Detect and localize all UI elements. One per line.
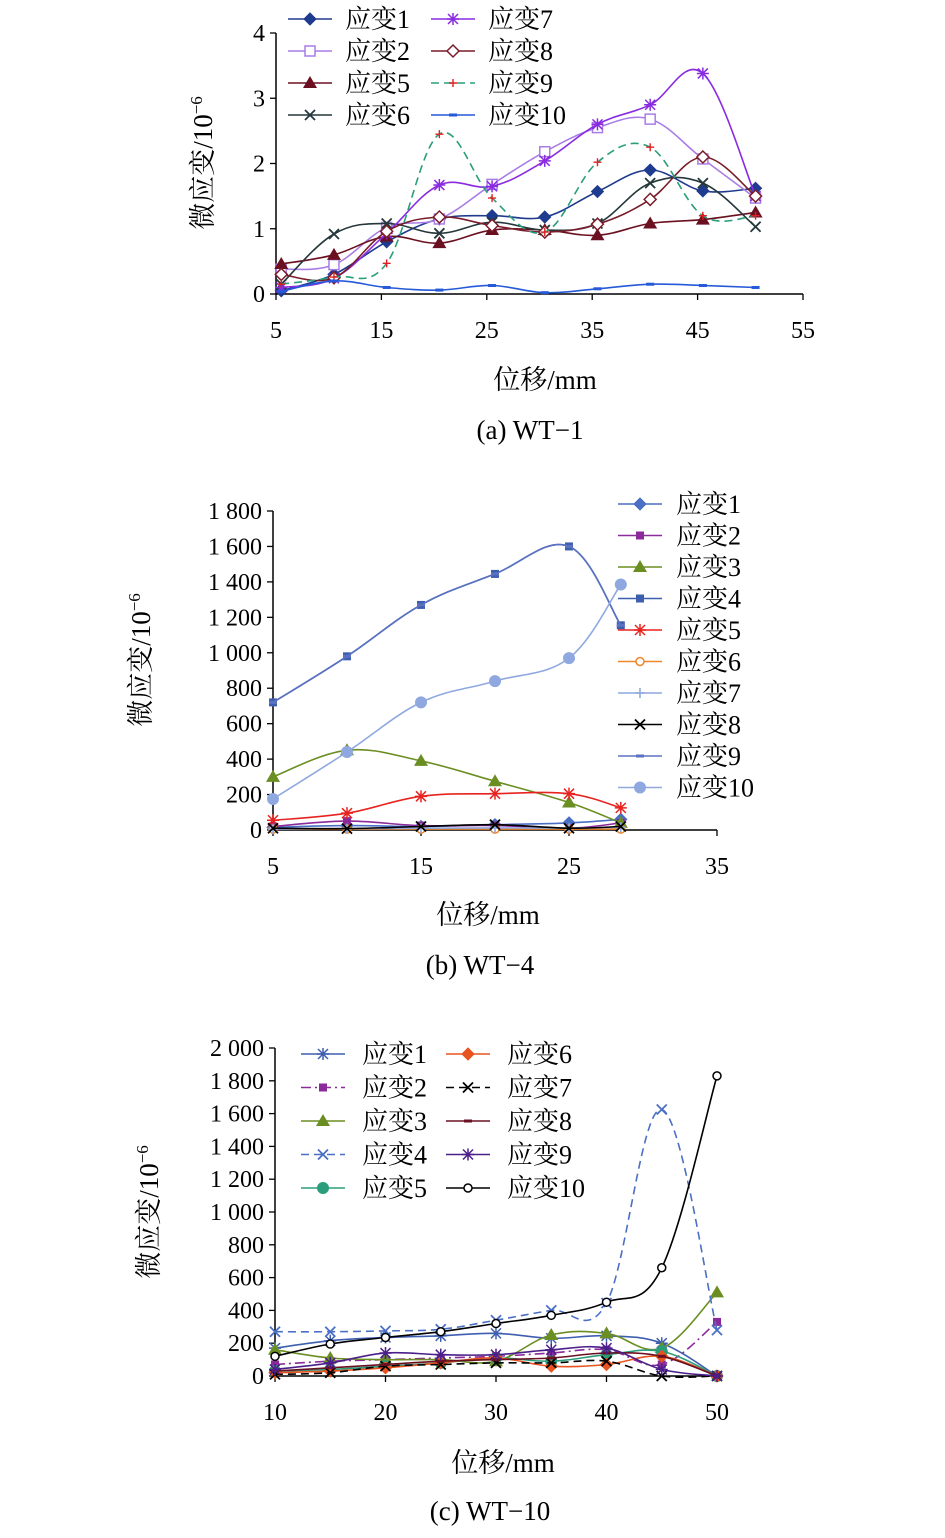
x-tick-label: 15 — [409, 854, 433, 880]
y-tick-label: 0 — [252, 1364, 264, 1390]
data-point — [751, 222, 761, 232]
data-point — [316, 1114, 330, 1126]
data-point — [644, 164, 656, 176]
data-point — [415, 790, 427, 802]
data-point — [635, 782, 646, 793]
y-tick-label: 1 400 — [210, 1134, 264, 1161]
legend-label: 应变8 — [676, 710, 742, 740]
legend-label: 应变10 — [676, 773, 755, 803]
data-point — [646, 143, 654, 151]
data-point — [591, 186, 603, 198]
x-tick-label: 55 — [791, 318, 815, 344]
data-point — [382, 1333, 390, 1341]
data-point — [437, 1328, 445, 1336]
series-4 — [270, 1105, 722, 1337]
legend-item — [446, 1107, 572, 1136]
y-tick-label: 1 000 — [210, 1200, 264, 1226]
legend-label: 应变1 — [345, 5, 411, 34]
data-point — [634, 498, 646, 510]
legend-label: 应变8 — [488, 37, 554, 66]
legend-label: 应变9 — [676, 742, 742, 771]
data-point — [464, 1184, 472, 1192]
legend-label: 应变3 — [362, 1107, 428, 1136]
data-point — [656, 1363, 668, 1375]
data-point — [341, 807, 353, 819]
legend-item — [288, 101, 410, 130]
y-tick-label: 3 — [253, 86, 265, 113]
x-tick-label: 25 — [474, 318, 499, 344]
legend-label: 应变1 — [362, 1040, 428, 1069]
legend-item — [431, 69, 553, 98]
legend-item — [618, 616, 741, 645]
x-tick-label: 10 — [263, 1400, 287, 1426]
data-point — [658, 1264, 666, 1272]
legend-label: 应变7 — [488, 5, 554, 34]
series-4 — [276, 177, 760, 289]
y-tick-label: 1 000 — [208, 640, 262, 667]
data-point — [324, 1357, 336, 1369]
panel-wt-1 — [187, 5, 815, 445]
legend-label: 应变3 — [676, 553, 742, 582]
data-point — [603, 1298, 611, 1306]
legend-item — [301, 1040, 427, 1069]
legend-item — [618, 585, 741, 614]
legend-label: 应变7 — [507, 1073, 573, 1103]
data-point — [539, 211, 551, 223]
legend-label: 应变6 — [345, 101, 411, 130]
legend-label: 应变7 — [676, 679, 742, 708]
y-tick-label: 600 — [226, 711, 262, 738]
y-tick-label: 1 600 — [210, 1101, 264, 1128]
data-point — [416, 697, 427, 708]
y-tick-label: 200 — [226, 782, 262, 809]
legend-label: 应变5 — [345, 69, 411, 98]
data-point — [329, 229, 339, 239]
legend-label: 应变9 — [488, 69, 554, 98]
series-10 — [268, 579, 627, 804]
data-point — [449, 79, 457, 87]
data-point — [564, 653, 575, 664]
legend-item — [301, 1174, 427, 1203]
x-tick-label: 25 — [557, 854, 581, 880]
legend-item — [618, 742, 741, 771]
legend-item — [446, 1040, 572, 1069]
data-point — [433, 179, 445, 191]
y-tick-label: 1 800 — [210, 1068, 264, 1095]
y-tick-label: 1 200 — [210, 1167, 264, 1194]
data-point — [329, 260, 339, 270]
legend-label: 应变9 — [507, 1140, 573, 1170]
data-point — [492, 1320, 500, 1328]
legend-item — [618, 679, 741, 708]
data-point — [317, 1048, 329, 1060]
data-point — [710, 1285, 724, 1297]
data-point — [615, 802, 627, 814]
y-tick-label: 400 — [228, 1298, 264, 1325]
legend-label: 应变2 — [676, 521, 742, 551]
data-point — [318, 1183, 329, 1194]
data-point — [712, 1325, 722, 1335]
data-point — [462, 1048, 474, 1060]
x-axis-title: 位移/mm — [436, 900, 540, 930]
x-tick-label: 30 — [484, 1400, 508, 1426]
legend — [288, 5, 566, 130]
data-point — [645, 114, 655, 124]
data-point — [435, 1349, 447, 1361]
data-point — [490, 1349, 502, 1361]
data-point — [447, 13, 459, 25]
data-point — [563, 788, 575, 800]
y-tick-label: 0 — [253, 282, 265, 308]
data-point — [697, 67, 709, 79]
legend-item — [288, 5, 410, 34]
series-line — [281, 212, 755, 264]
data-point — [644, 193, 656, 205]
data-point — [269, 1363, 281, 1375]
series-3 — [274, 205, 762, 269]
y-axis-title: 微应变$/10^{-6}$ — [125, 593, 156, 727]
legend-label: 应变4 — [362, 1140, 428, 1170]
data-point — [713, 1072, 721, 1080]
data-point — [644, 99, 656, 111]
y-tick-label: 400 — [226, 747, 262, 774]
y-tick-label: 4 — [253, 21, 265, 47]
legend-item — [618, 553, 741, 582]
data-point — [645, 178, 655, 188]
y-tick-label: 2 — [253, 151, 265, 178]
data-point — [447, 45, 459, 57]
series-4 — [269, 542, 625, 706]
y-tick-label: 1 400 — [208, 569, 262, 596]
series-8 — [277, 281, 759, 293]
legend-item — [446, 1074, 572, 1103]
legend-item — [446, 1141, 572, 1170]
x-tick-label: 5 — [267, 854, 279, 880]
series-line — [275, 1073, 717, 1356]
x-tick-label: 50 — [705, 1400, 729, 1426]
y-tick-label: 1 — [253, 216, 265, 243]
data-point — [601, 1342, 613, 1354]
legend-label: 应变6 — [507, 1040, 573, 1069]
series-3 — [266, 743, 628, 828]
legend-label: 应变1 — [676, 490, 742, 519]
data-point — [615, 579, 626, 590]
legend-label: 应变5 — [362, 1174, 428, 1203]
legend-label: 应变5 — [676, 616, 742, 645]
legend-item — [301, 1141, 427, 1170]
series-line — [273, 544, 621, 702]
data-point — [268, 793, 279, 804]
y-tick-label: 1 200 — [208, 605, 262, 632]
data-point — [539, 155, 551, 167]
series-line — [275, 1109, 717, 1331]
data-point — [326, 1340, 334, 1348]
series-line — [281, 117, 755, 269]
legend-item — [618, 490, 741, 519]
data-point — [342, 747, 353, 758]
y-tick-label: 600 — [228, 1265, 264, 1292]
y-tick-label: 1 600 — [208, 534, 262, 561]
data-point — [636, 532, 644, 540]
data-point — [545, 1344, 557, 1356]
data-point — [490, 676, 501, 687]
data-point — [713, 1318, 721, 1326]
data-point — [634, 624, 646, 636]
x-axis-title: 位移/mm — [451, 1448, 555, 1478]
legend-label: 应变2 — [362, 1073, 428, 1103]
data-point — [711, 1370, 723, 1382]
y-axis-title: 微应变$/10^{-6}$ — [187, 96, 218, 230]
legend-item — [431, 5, 553, 34]
y-tick-label: 800 — [226, 676, 262, 703]
legend-item — [301, 1107, 427, 1136]
x-tick-label: 45 — [685, 318, 710, 344]
legend-label: 应变8 — [507, 1107, 573, 1136]
data-point — [486, 180, 498, 192]
data-point — [380, 1347, 392, 1359]
data-point — [304, 13, 316, 25]
data-point — [490, 1327, 502, 1339]
series-line — [273, 750, 621, 823]
legend-item — [618, 774, 754, 803]
x-tick-label: 15 — [369, 318, 394, 344]
series-7 — [277, 130, 759, 288]
series-line — [281, 133, 755, 285]
panel-wt-4 — [125, 490, 754, 980]
legend-item — [618, 648, 741, 677]
legend-label: 应变2 — [345, 37, 411, 66]
legend-item — [446, 1174, 585, 1203]
data-point — [462, 1149, 474, 1161]
panel-wt-10 — [133, 1036, 729, 1526]
legend-item — [618, 711, 741, 740]
legend-label: 应变10 — [507, 1174, 586, 1203]
data-point — [591, 118, 603, 130]
legend-label: 应变6 — [676, 647, 742, 677]
x-tick-label: 35 — [705, 854, 729, 880]
series-line — [273, 544, 621, 702]
series-line — [281, 177, 755, 284]
legend-item — [288, 69, 410, 98]
legend — [301, 1040, 585, 1203]
data-point — [636, 658, 644, 666]
series-9 — [269, 544, 625, 702]
caption: (b) WT−4 — [425, 950, 535, 980]
data-point — [635, 688, 645, 698]
y-tick-label: 1 800 — [208, 499, 262, 525]
caption: (c) WT−10 — [429, 1496, 551, 1526]
legend-item — [301, 1074, 427, 1103]
y-tick-label: 2 000 — [210, 1036, 264, 1062]
x-tick-label: 40 — [594, 1400, 619, 1426]
data-point — [303, 76, 317, 88]
legend-item — [288, 37, 410, 66]
series-line — [281, 281, 755, 293]
data-point — [266, 770, 280, 782]
data-point — [657, 1105, 667, 1115]
x-tick-label: 20 — [373, 1400, 398, 1426]
data-point — [547, 1311, 555, 1319]
data-point — [636, 595, 644, 603]
x-axis-title: 位移/mm — [493, 365, 597, 395]
data-point — [305, 46, 315, 56]
data-point — [319, 1084, 327, 1092]
x-tick-label: 5 — [270, 318, 282, 344]
y-axis-title: 微应变$/10^{-6}$ — [133, 1145, 164, 1279]
legend — [618, 490, 754, 803]
y-tick-label: 200 — [228, 1331, 264, 1358]
legend-label: 应变4 — [676, 584, 742, 614]
legend-item — [431, 101, 566, 130]
legend-item — [431, 37, 553, 66]
legend-item — [618, 522, 741, 551]
y-tick-label: 800 — [228, 1232, 264, 1259]
y-tick-label: 0 — [250, 818, 262, 844]
x-tick-label: 35 — [580, 318, 605, 344]
data-point — [489, 788, 501, 800]
data-point — [633, 560, 647, 572]
data-point — [271, 1352, 279, 1360]
caption: (a) WT−1 — [476, 415, 584, 445]
legend-label: 应变10 — [488, 101, 567, 130]
